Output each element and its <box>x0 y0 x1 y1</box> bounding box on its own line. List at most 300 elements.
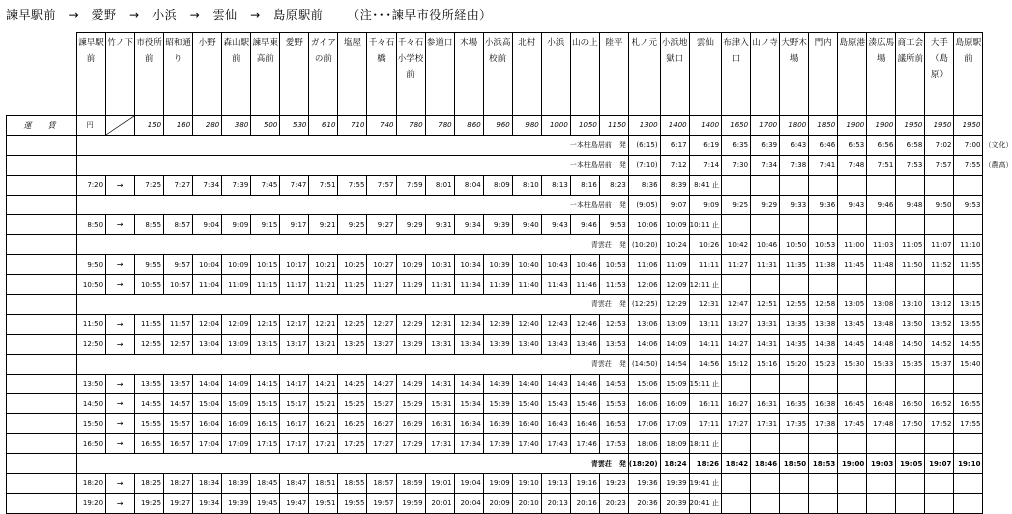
trip-row <box>7 394 983 414</box>
origin-label: 青雲荘 発 <box>77 235 629 255</box>
time-cell: 7:27 <box>164 175 193 195</box>
empty-cell <box>751 493 780 513</box>
time-cell: 18:24 <box>660 454 689 474</box>
time-cell: 11:46 <box>570 275 599 295</box>
time-cell: 13:55 <box>954 314 983 334</box>
time-cell: 10:34 <box>454 255 483 275</box>
time-cell: 15:25 <box>338 394 367 414</box>
fare-unit: 円 <box>77 116 106 136</box>
time-cell: 14:54 <box>660 354 689 374</box>
stop-header: 山の上 <box>570 33 599 116</box>
empty-cell <box>896 175 925 195</box>
time-cell: 18:50 <box>780 454 809 474</box>
time-cell: 13:04 <box>193 334 222 354</box>
fare-value: 1400 <box>689 116 721 136</box>
time-cell: 9:31 <box>425 215 454 235</box>
time-cell: 17:04 <box>193 434 222 454</box>
row-blank <box>7 354 77 374</box>
time-cell: 13:35 <box>780 314 809 334</box>
empty-cell <box>867 493 896 513</box>
empty-cell <box>751 175 780 195</box>
time-cell: 13:53 <box>599 334 628 354</box>
time-cell: 7:48 <box>838 155 867 175</box>
fare-value: 860 <box>454 116 483 136</box>
time-cell: 14:43 <box>541 374 570 394</box>
time-cell: 9:39 <box>483 215 512 235</box>
stop-header: 札ノ元 <box>628 33 660 116</box>
time-cell: 9:29 <box>751 195 780 215</box>
time-cell: 17:11 <box>689 414 721 434</box>
time-cell: 12:29 <box>660 295 689 315</box>
time-cell: 14:55 <box>954 334 983 354</box>
trip-row <box>7 275 983 295</box>
row-blank <box>7 135 77 155</box>
fare-value: 780 <box>425 116 454 136</box>
time-cell: 6:39 <box>751 135 780 155</box>
arrow-mark: → <box>106 394 135 414</box>
time-cell: 18:34 <box>193 474 222 494</box>
time-cell: 10:46 <box>751 235 780 255</box>
time-cell: 13:34 <box>454 334 483 354</box>
stop-header: 山ノ寺 <box>751 33 780 116</box>
departure-time: 7:20 <box>77 175 106 195</box>
time-cell: 14:50 <box>896 334 925 354</box>
arrow-mark: → <box>106 374 135 394</box>
time-cell: 10:42 <box>722 235 751 255</box>
fare-value: 1950 <box>896 116 925 136</box>
time-cell: 19:45 <box>251 493 280 513</box>
empty-cell <box>896 215 925 235</box>
fare-value: 1650 <box>722 116 751 136</box>
time-cell: 13:55 <box>135 374 164 394</box>
empty-cell <box>809 175 838 195</box>
departure-time: 10:50 <box>77 275 106 295</box>
time-cell: 10:53 <box>599 255 628 275</box>
empty-cell <box>838 175 867 195</box>
empty-cell <box>954 275 983 295</box>
time-cell: 7:57 <box>367 175 396 195</box>
time-cell: 7:34 <box>751 155 780 175</box>
time-cell: 13:46 <box>570 334 599 354</box>
stop-header: 竹ノ下 <box>106 33 135 116</box>
fare-value: 1950 <box>954 116 983 136</box>
time-cell: 11:09 <box>222 275 251 295</box>
time-cell: 17:38 <box>809 414 838 434</box>
time-cell: 11:21 <box>309 275 338 295</box>
time-cell: 17:43 <box>541 434 570 454</box>
empty-cell <box>838 474 867 494</box>
time-cell: 15:43 <box>541 394 570 414</box>
time-cell: 12:57 <box>164 334 193 354</box>
time-cell: 15:21 <box>309 394 338 414</box>
time-cell: 11:52 <box>925 255 954 275</box>
stop-header: ガイアの前 <box>309 33 338 116</box>
time-cell: 18:42 <box>722 454 751 474</box>
stop-header: 大野木場 <box>780 33 809 116</box>
route-note: （注･･･諫早市役所経由） <box>347 8 492 22</box>
time-cell: (7:10) <box>628 155 660 175</box>
time-cell: 15:53 <box>599 394 628 414</box>
arrow-mark: → <box>106 275 135 295</box>
time-cell: 13:31 <box>425 334 454 354</box>
time-cell: 9:46 <box>570 215 599 235</box>
time-cell: 12:43 <box>541 314 570 334</box>
time-cell: 11:27 <box>367 275 396 295</box>
stop-header: 北村 <box>512 33 541 116</box>
time-cell: 14:31 <box>751 334 780 354</box>
time-cell: 19:57 <box>367 493 396 513</box>
time-cell: 12:27 <box>367 314 396 334</box>
empty-cell <box>751 434 780 454</box>
time-cell: 9:50 <box>925 195 954 215</box>
time-cell: 6:43 <box>780 135 809 155</box>
time-cell: 10:50 <box>780 235 809 255</box>
time-cell: 14:48 <box>867 334 896 354</box>
fare-value: 1950 <box>925 116 954 136</box>
time-cell: 12:31 <box>689 295 721 315</box>
empty-cell <box>896 275 925 295</box>
stop-header: 千々石橋 <box>367 33 396 116</box>
time-cell: 13:12 <box>925 295 954 315</box>
time-cell: 14:39 <box>483 374 512 394</box>
time-cell: 13:29 <box>396 334 425 354</box>
time-cell: 19:07 <box>925 454 954 474</box>
trip-row <box>7 354 983 374</box>
time-cell: 7:45 <box>251 175 280 195</box>
time-cell: 18:59 <box>396 474 425 494</box>
time-cell: 6:56 <box>867 135 896 155</box>
time-cell: 16:11 <box>689 394 721 414</box>
row-blank <box>7 255 77 275</box>
time-cell: 14:21 <box>309 374 338 394</box>
time-cell: 12:51 <box>751 295 780 315</box>
time-cell: 17:09 <box>660 414 689 434</box>
time-cell: 7:41 <box>809 155 838 175</box>
fare-value: 740 <box>367 116 396 136</box>
empty-cell <box>867 434 896 454</box>
time-cell: 13:10 <box>896 295 925 315</box>
trip-row <box>7 155 983 175</box>
time-cell: 10:46 <box>570 255 599 275</box>
time-cell: 13:31 <box>751 314 780 334</box>
time-cell: 12:21 <box>309 314 338 334</box>
time-cell: 9:40 <box>512 215 541 235</box>
time-cell: 14:45 <box>838 334 867 354</box>
time-cell: 6:35 <box>722 135 751 155</box>
fare-value: 150 <box>135 116 164 136</box>
time-cell: 8:16 <box>570 175 599 195</box>
stop-header: 商工会議所前 <box>896 33 925 116</box>
time-cell: 12:11 止 <box>689 275 721 295</box>
time-cell: 19:41 止 <box>689 474 721 494</box>
time-cell: 11:34 <box>454 275 483 295</box>
trip-row <box>7 414 983 434</box>
empty-cell <box>809 474 838 494</box>
empty-cell <box>925 493 954 513</box>
time-cell: 14:53 <box>599 374 628 394</box>
departure-time: 8:50 <box>77 215 106 235</box>
trip-row <box>7 255 983 275</box>
empty-cell <box>838 215 867 235</box>
row-blank <box>7 195 77 215</box>
time-cell: 19:23 <box>599 474 628 494</box>
time-cell: 10:53 <box>809 235 838 255</box>
time-cell: 7:25 <box>135 175 164 195</box>
time-cell: 8:13 <box>541 175 570 195</box>
fare-value: 980 <box>512 116 541 136</box>
stop-header: 小野 <box>193 33 222 116</box>
stop-header: 昭和通り <box>164 33 193 116</box>
origin-label: 一本柱島居前 発 <box>77 135 629 155</box>
row-blank <box>7 474 77 494</box>
trip-row <box>7 135 983 155</box>
time-cell: 12:39 <box>483 314 512 334</box>
stop-header: 島原港 <box>838 33 867 116</box>
time-cell: 13:17 <box>280 334 309 354</box>
time-cell: 18:25 <box>135 474 164 494</box>
time-cell: 13:11 <box>689 314 721 334</box>
departure-time: 13:50 <box>77 374 106 394</box>
time-cell: 14:35 <box>780 334 809 354</box>
time-cell: 13:21 <box>309 334 338 354</box>
time-cell: 20:13 <box>541 493 570 513</box>
time-cell: 14:52 <box>925 334 954 354</box>
time-cell: 15:09 <box>222 394 251 414</box>
time-cell: 17:31 <box>751 414 780 434</box>
time-cell: 9:15 <box>251 215 280 235</box>
time-cell: 11:27 <box>722 255 751 275</box>
time-cell: 11:48 <box>867 255 896 275</box>
time-cell: 19:55 <box>338 493 367 513</box>
time-cell: 9:53 <box>954 195 983 215</box>
time-cell: 11:50 <box>896 255 925 275</box>
time-cell: 19:16 <box>570 474 599 494</box>
departure-time: 16:50 <box>77 434 106 454</box>
time-cell: 11:07 <box>925 235 954 255</box>
time-cell: 13:06 <box>628 314 660 334</box>
time-cell: 15:27 <box>367 394 396 414</box>
time-cell: 18:46 <box>751 454 780 474</box>
time-cell: 11:38 <box>809 255 838 275</box>
fare-value: 280 <box>193 116 222 136</box>
time-cell: 15:30 <box>838 354 867 374</box>
time-cell: 9:25 <box>722 195 751 215</box>
time-cell: 8:23 <box>599 175 628 195</box>
departure-time: 11:50 <box>77 314 106 334</box>
fare-value: 1700 <box>751 116 780 136</box>
time-cell: 10:43 <box>541 255 570 275</box>
empty-cell <box>925 175 954 195</box>
time-cell: 7:14 <box>689 155 721 175</box>
empty-cell <box>809 493 838 513</box>
fare-value: 380 <box>222 116 251 136</box>
empty-cell <box>954 434 983 454</box>
row-blank <box>7 493 77 513</box>
time-cell: 14:06 <box>628 334 660 354</box>
time-cell: 11:25 <box>338 275 367 295</box>
empty-cell <box>722 275 751 295</box>
empty-cell <box>954 175 983 195</box>
time-cell: 10:15 <box>251 255 280 275</box>
trip-row <box>7 334 983 354</box>
trip-row <box>7 434 983 454</box>
time-cell: 15:35 <box>896 354 925 374</box>
time-cell: 6:17 <box>660 135 689 155</box>
fare-value: 1400 <box>660 116 689 136</box>
trip-row <box>7 474 983 494</box>
time-cell: 8:39 <box>660 175 689 195</box>
time-cell: 12:29 <box>396 314 425 334</box>
time-cell: 16:34 <box>454 414 483 434</box>
time-cell: 8:41 止 <box>689 175 721 195</box>
origin-label: 青雲荘 発 <box>77 454 629 474</box>
time-cell: 14:04 <box>193 374 222 394</box>
arrow-mark: → <box>106 255 135 275</box>
time-cell: 7:55 <box>338 175 367 195</box>
time-cell: 9:33 <box>780 195 809 215</box>
time-cell: 17:15 <box>251 434 280 454</box>
time-cell: 18:55 <box>338 474 367 494</box>
time-cell: 17:50 <box>896 414 925 434</box>
time-cell: 11:04 <box>193 275 222 295</box>
time-cell: 9:29 <box>396 215 425 235</box>
fare-value: 500 <box>251 116 280 136</box>
time-cell: 7:55 （農高） <box>954 155 983 175</box>
time-cell: 11:03 <box>867 235 896 255</box>
time-cell: 12:46 <box>570 314 599 334</box>
departure-time: 18:20 <box>77 474 106 494</box>
time-cell: 13:15 <box>954 295 983 315</box>
time-cell: 13:45 <box>838 314 867 334</box>
stop-header: 小浜高校前 <box>483 33 512 116</box>
route-title: 諫早駅前 → 愛野 → 小浜 → 雲仙 → 島原駅前 <box>6 8 324 22</box>
stop-header: 塩屋 <box>338 33 367 116</box>
time-cell: 13:38 <box>809 314 838 334</box>
time-cell: 10:31 <box>425 255 454 275</box>
time-cell: 18:39 <box>222 474 251 494</box>
time-cell: 12:04 <box>193 314 222 334</box>
time-cell: 19:25 <box>135 493 164 513</box>
time-cell: 14:11 <box>689 334 721 354</box>
time-cell: 9:48 <box>896 195 925 215</box>
time-cell: 17:45 <box>838 414 867 434</box>
time-cell: 12:55 <box>135 334 164 354</box>
time-cell: 18:26 <box>689 454 721 474</box>
empty-cell <box>954 474 983 494</box>
trip-row <box>7 374 983 394</box>
time-cell: 17:09 <box>222 434 251 454</box>
time-cell: 19:00 <box>838 454 867 474</box>
time-cell: 9:21 <box>309 215 338 235</box>
time-cell: 17:34 <box>454 434 483 454</box>
time-cell: 20:23 <box>599 493 628 513</box>
arrow-mark: → <box>106 314 135 334</box>
time-cell: 18:11 止 <box>689 434 721 454</box>
time-cell: 13:08 <box>867 295 896 315</box>
empty-cell <box>867 175 896 195</box>
arrow-mark: → <box>106 215 135 235</box>
time-cell: 8:55 <box>135 215 164 235</box>
empty-cell <box>925 215 954 235</box>
time-cell: 8:09 <box>483 175 512 195</box>
time-cell: 16:27 <box>722 394 751 414</box>
stop-header: 布津入口 <box>722 33 751 116</box>
time-cell: 12:47 <box>722 295 751 315</box>
stop-header: 木場 <box>454 33 483 116</box>
time-cell: 9:36 <box>809 195 838 215</box>
time-cell: 15:31 <box>425 394 454 414</box>
timetable-title <box>6 6 492 23</box>
time-cell: 11:55 <box>135 314 164 334</box>
time-cell: 17:31 <box>425 434 454 454</box>
time-cell: (9:05) <box>628 195 660 215</box>
time-cell: 10:17 <box>280 255 309 275</box>
time-cell: 7:51 <box>867 155 896 175</box>
time-cell: 15:23 <box>809 354 838 374</box>
time-cell: 13:40 <box>512 334 541 354</box>
time-cell: 18:47 <box>280 474 309 494</box>
time-cell: 15:20 <box>780 354 809 374</box>
time-cell: 10:40 <box>512 255 541 275</box>
time-cell: 15:34 <box>454 394 483 414</box>
time-cell: 16:40 <box>512 414 541 434</box>
fare-value: 1900 <box>838 116 867 136</box>
time-cell: 19:10 <box>512 474 541 494</box>
time-cell: 13:05 <box>838 295 867 315</box>
time-cell: 14:25 <box>338 374 367 394</box>
time-cell: 19:01 <box>425 474 454 494</box>
time-cell: 14:27 <box>367 374 396 394</box>
time-cell: 20:10 <box>512 493 541 513</box>
time-cell: 17:17 <box>280 434 309 454</box>
trip-row <box>7 235 983 255</box>
time-cell: 16:50 <box>896 394 925 414</box>
row-blank <box>7 314 77 334</box>
origin-label: 一本柱島居前 発 <box>77 155 629 175</box>
time-cell: 14:34 <box>454 374 483 394</box>
time-cell: 17:55 <box>954 414 983 434</box>
stop-header: 諫早東高前 <box>251 33 280 116</box>
empty-cell <box>838 275 867 295</box>
empty-cell <box>925 275 954 295</box>
row-blank <box>7 175 77 195</box>
time-cell: 12:58 <box>809 295 838 315</box>
fare-value: 1050 <box>570 116 599 136</box>
time-cell: 16:06 <box>628 394 660 414</box>
time-cell: 6:46 <box>809 135 838 155</box>
time-cell: 7:30 <box>722 155 751 175</box>
time-cell: 11:57 <box>164 314 193 334</box>
time-cell: 10:25 <box>338 255 367 275</box>
time-cell: 16:04 <box>193 414 222 434</box>
empty-cell <box>896 474 925 494</box>
time-cell: 17:27 <box>722 414 751 434</box>
row-blank <box>7 155 77 175</box>
time-cell: 13:27 <box>722 314 751 334</box>
time-cell: 14:17 <box>280 374 309 394</box>
time-cell: 10:27 <box>367 255 396 275</box>
time-cell: 20:09 <box>483 493 512 513</box>
time-cell: 15:40 <box>954 354 983 374</box>
trip-row <box>7 195 983 215</box>
time-cell: 17:21 <box>309 434 338 454</box>
time-cell: 14:57 <box>164 394 193 414</box>
time-cell: 16:38 <box>809 394 838 414</box>
time-cell: 10:29 <box>396 255 425 275</box>
row-tail-note: （文化） <box>984 140 1012 149</box>
time-cell: 17:06 <box>628 414 660 434</box>
row-blank <box>7 235 77 255</box>
